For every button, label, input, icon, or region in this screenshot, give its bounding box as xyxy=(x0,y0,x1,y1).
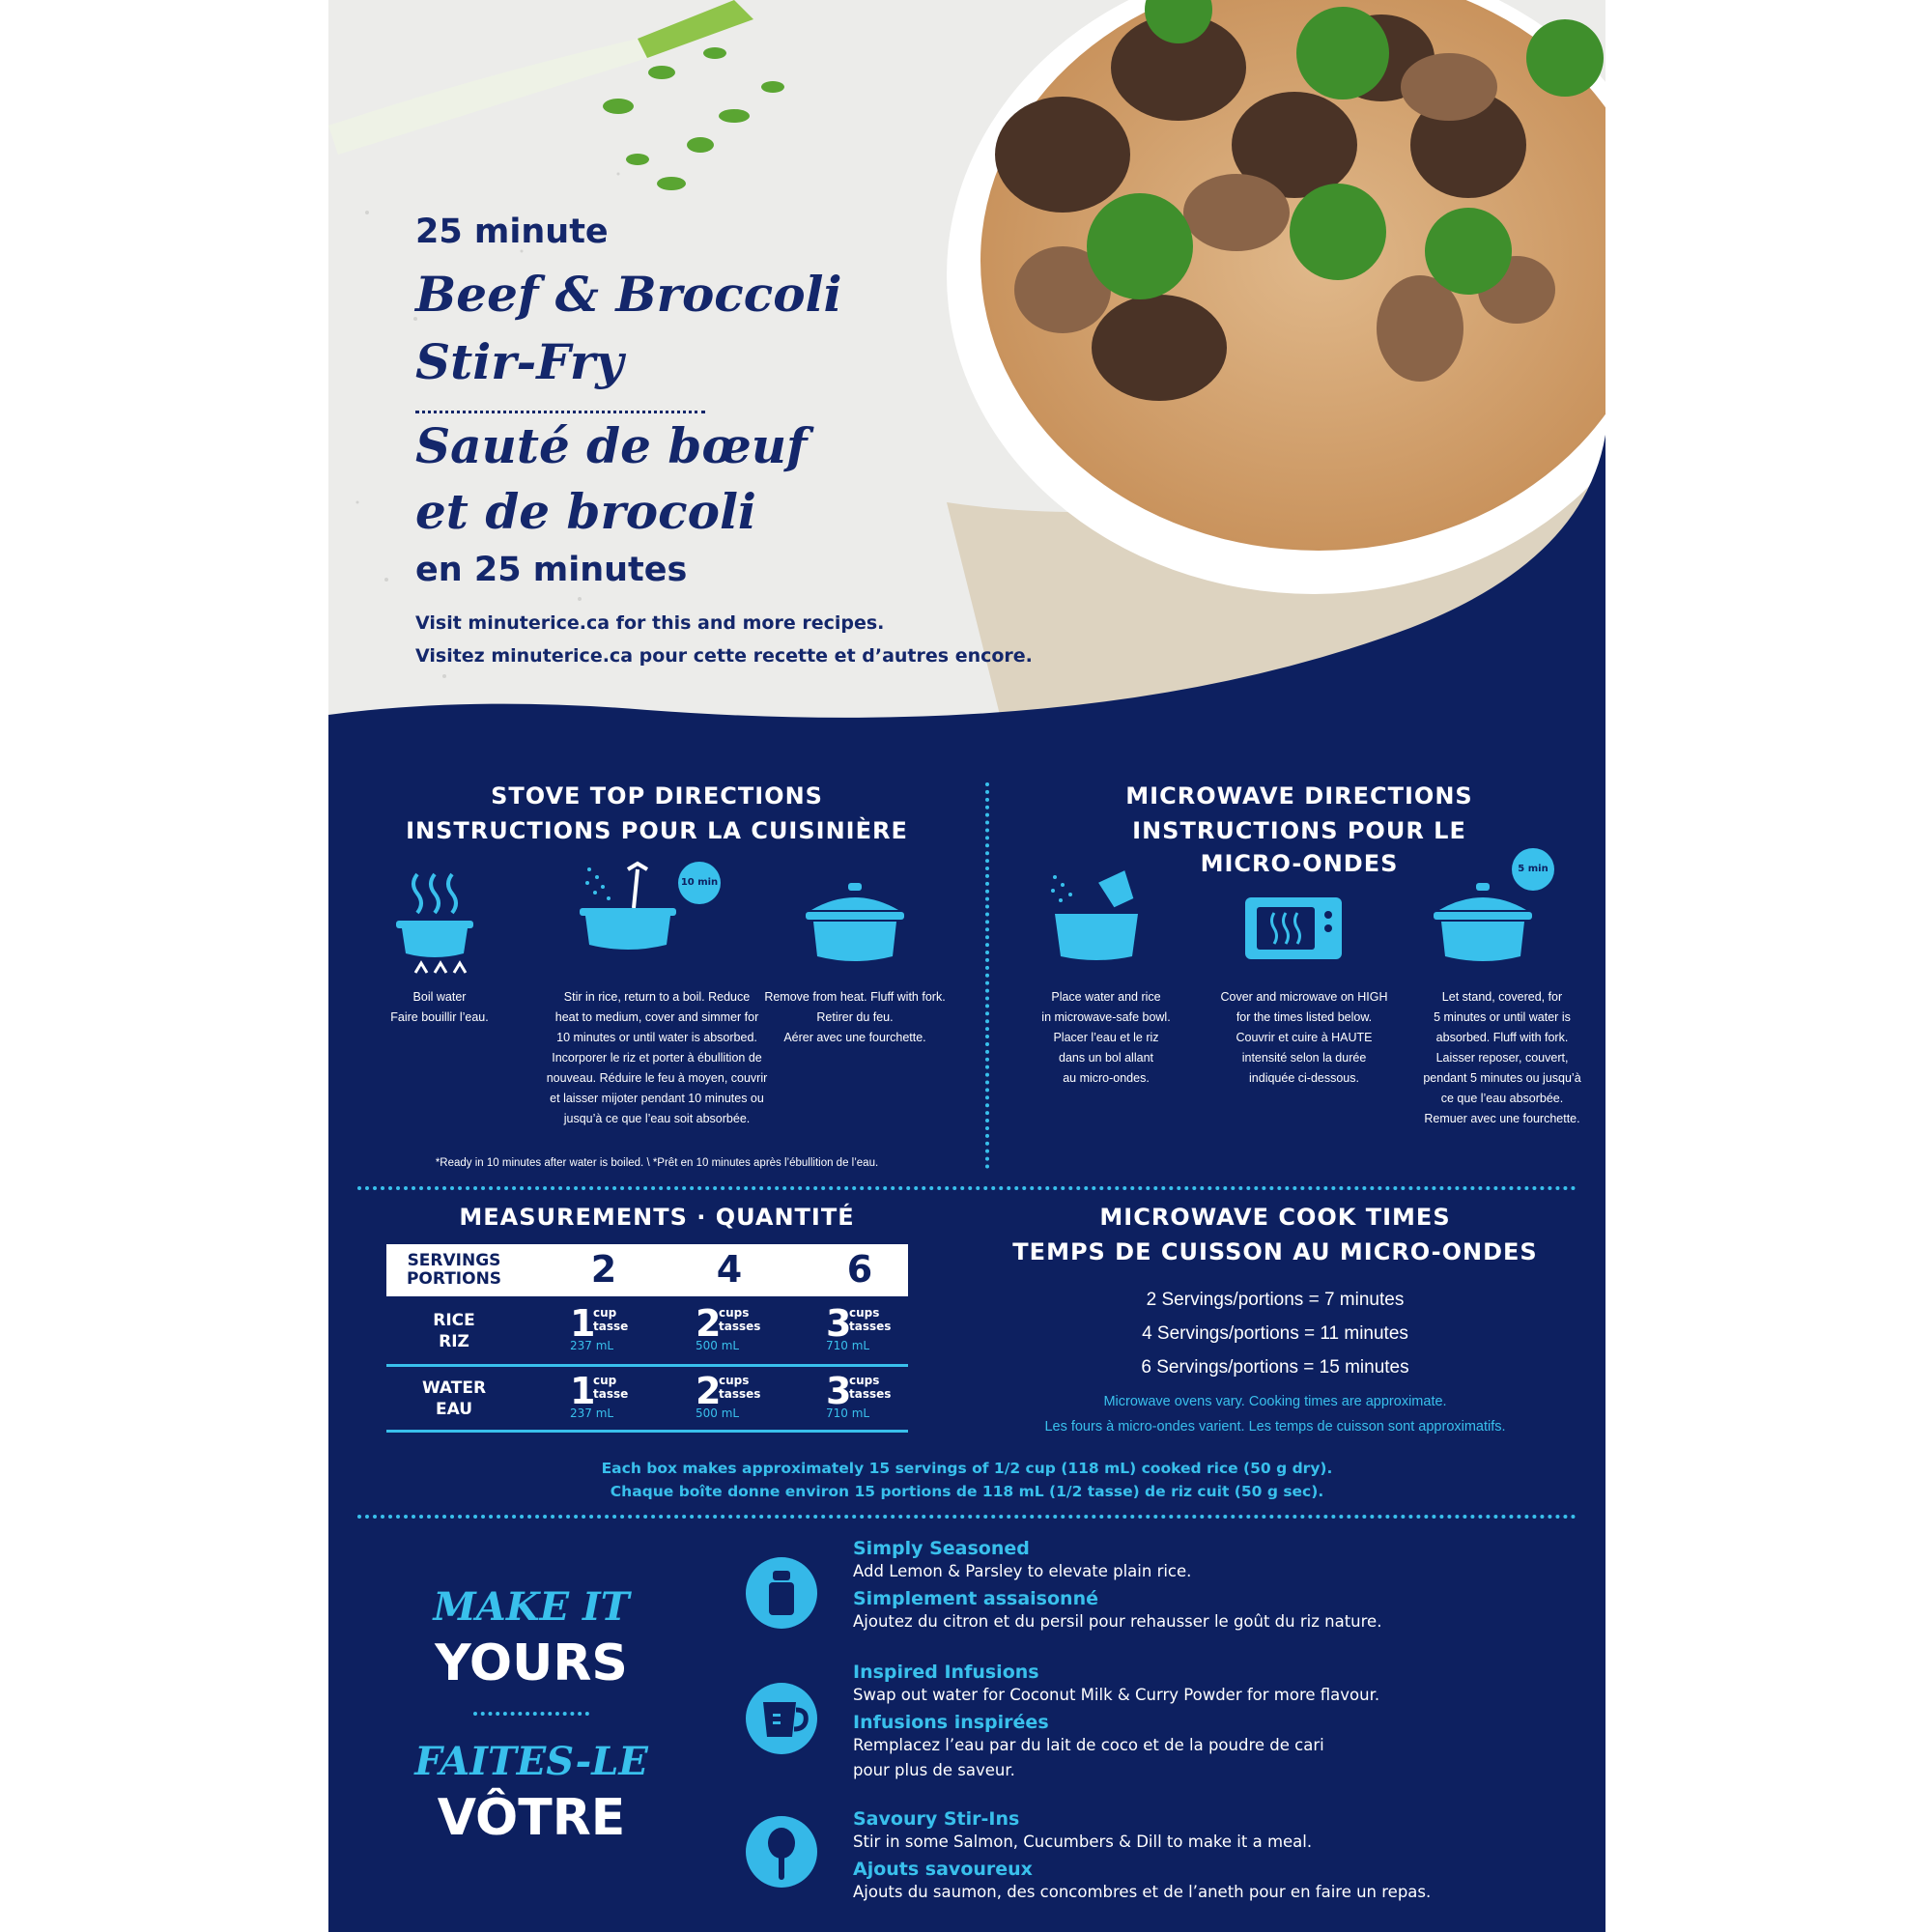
package-back-panel xyxy=(328,0,1605,1932)
tip-simply-seasoned: Simply Seasoned Add Lemon & Parsley to elevate plain rice. Simplement assaisonné Ajoutez du citron et du persil pour rehausser le goût du riz nature. xyxy=(853,1538,1382,1631)
stove-step3-text: Remove from heat. Fluff with fork. Retirer du feu. Aérer avec une fourchette. xyxy=(764,990,946,1044)
microwave-title-2: INSTRUCTIONS POUR LE xyxy=(1132,817,1466,844)
water-6-cell: 3 cups tasses 710 mL xyxy=(826,1370,892,1420)
cook-times-list: 2 Servings/portions = 7 minutes 4 Servings/portions = 11 minutes 6 Servings/portions = 15 minutes xyxy=(1141,1290,1409,1378)
microwave-step1-text: Place water and rice in microwave-safe bowl. Placer l’eau et le riz dans un bol allant au micro-ondes. xyxy=(1041,990,1171,1085)
tip-savoury-stir-ins: Savoury Stir-Ins Stir in some Salmon, Cucumbers & Dill to make it a meal. Ajouts savoureux Ajouts du saumon, des concombres et de l’aneth pour en faire un repas. xyxy=(853,1808,1432,1901)
faites-le-label: FAITES-LE xyxy=(414,1739,648,1784)
covered-bowl-icon xyxy=(1430,881,1536,968)
visit-link-fr[interactable]: Visitez minuterice.ca pour cette recette et d’autres encore. xyxy=(415,645,1033,667)
row-divider xyxy=(386,1430,908,1433)
salt-shaker-icon xyxy=(746,1557,817,1629)
title-divider xyxy=(415,411,705,413)
servings-2: 2 xyxy=(590,1248,617,1291)
rice-4-cell: 2 cups tasses 500 mL xyxy=(696,1302,761,1352)
stove-step2-text: Stir in rice, return to a boil. Reduce heat to medium, cover and simmer for 10 minutes or until water is absorbed. Incorporer le riz et porter à ébullition de nouveau. Réduire le feu à moyen, couvrir et laisser mijoter pendant 10 minutes ou jusqu’à ce que l’eau soit absorbée. xyxy=(546,990,768,1125)
servings-4: 4 xyxy=(716,1248,743,1291)
timer-10-label: 10 min xyxy=(680,877,719,888)
water-4-cell: 2 cups tasses 500 mL xyxy=(696,1370,761,1420)
timer-5-label: 5 min xyxy=(1518,864,1548,874)
water-label: WATER EAU xyxy=(421,1378,487,1419)
measurements-title: MEASUREMENTS · QUANTITÉ xyxy=(459,1204,855,1231)
yours-label: YOURS xyxy=(435,1634,628,1692)
row-divider xyxy=(386,1364,908,1367)
stove-title-en: STOVE TOP DIRECTIONS xyxy=(491,782,823,810)
timer-10-icon xyxy=(678,862,721,904)
pour-water-bowl-icon xyxy=(1043,869,1150,966)
servings-label: SERVINGS PORTIONS xyxy=(406,1251,502,1289)
column-divider xyxy=(985,782,989,1169)
make-it-label: MAKE IT xyxy=(433,1584,630,1630)
microwave-step2-text: Cover and microwave on HIGH for the times listed below. Couvrir et cuire à HAUTE intensité selon la durée indiquée ci-dessous. xyxy=(1220,990,1388,1085)
stove-step1-text: Boil water Faire bouillir l’eau. xyxy=(390,990,489,1024)
water-2-cell: 1 cup tasse 237 mL xyxy=(570,1370,629,1420)
section-divider-1 xyxy=(357,1186,1577,1190)
microwave-oven-icon xyxy=(1241,894,1348,966)
cook-times-title-1: MICROWAVE COOK TIMES xyxy=(1099,1204,1451,1231)
make-it-yours-divider xyxy=(473,1712,589,1716)
rice-label: RICE RIZ xyxy=(433,1311,475,1351)
recipe-name-fr-2: et de brocoli xyxy=(415,483,756,540)
covered-pot-icon xyxy=(802,881,908,968)
stove-footnote: *Ready in 10 minutes after water is boiled. \ *Prêt en 10 minutes après l’ébullition de l’eau. xyxy=(435,1157,879,1169)
recipe-time: 25 minute xyxy=(415,213,609,251)
visit-link-en[interactable]: Visit minuterice.ca for this and more recipes. xyxy=(415,612,885,634)
rice-6-cell: 3 cups tasses 710 mL xyxy=(826,1302,892,1352)
measuring-cup-icon xyxy=(746,1683,817,1754)
yield-text: Each box makes approximately 15 servings of 1/2 cup (118 mL) cooked rice (50 g dry). Chaque boîte donne environ 15 portions de 118 mL (1/2 tasse) de riz cuit (50 g sec). xyxy=(601,1460,1333,1500)
section-divider-2 xyxy=(357,1515,1577,1519)
stove-title-fr: INSTRUCTIONS POUR LA CUISINIÈRE xyxy=(406,817,908,844)
tip-inspired-infusions: Inspired Infusions Swap out water for Coconut Milk & Curry Powder for more flavour. Infusions inspirées Remplacez l’eau par du lait de coco et de la poudre de cari pour plus de saveur. xyxy=(853,1662,1380,1779)
microwave-step3-text: Let stand, covered, for 5 minutes or until water is absorbed. Fluff with fork. Laisser reposer, couvert, pendant 5 minutes ou jusqu’à ce que l’eau absorbée. Remuer avec une fourchette. xyxy=(1423,990,1581,1125)
recipe-name-fr-1: Sauté de bœuf xyxy=(415,417,808,474)
servings-6: 6 xyxy=(846,1248,873,1291)
cook-times-title-2: TEMPS DE CUISSON AU MICRO-ONDES xyxy=(1012,1238,1538,1265)
microwave-title-3: MICRO-ONDES xyxy=(1200,850,1399,877)
spoon-icon xyxy=(746,1816,817,1888)
recipe-name-en-2: Stir-Fry xyxy=(415,333,624,390)
recipe-name-en-1: Beef & Broccoli xyxy=(415,266,842,323)
votre-label: VÔTRE xyxy=(437,1789,626,1847)
cook-times-note: Microwave ovens vary. Cooking times are approximate. Les fours à micro-ondes varient. Les temps de cuisson sont approximatifs. xyxy=(1044,1394,1506,1435)
rice-2-cell: 1 cup tasse 237 mL xyxy=(570,1302,629,1352)
microwave-title-1: MICROWAVE DIRECTIONS xyxy=(1125,782,1473,810)
boiling-pot-icon xyxy=(386,865,483,980)
recipe-time-fr: en 25 minutes xyxy=(415,551,688,589)
